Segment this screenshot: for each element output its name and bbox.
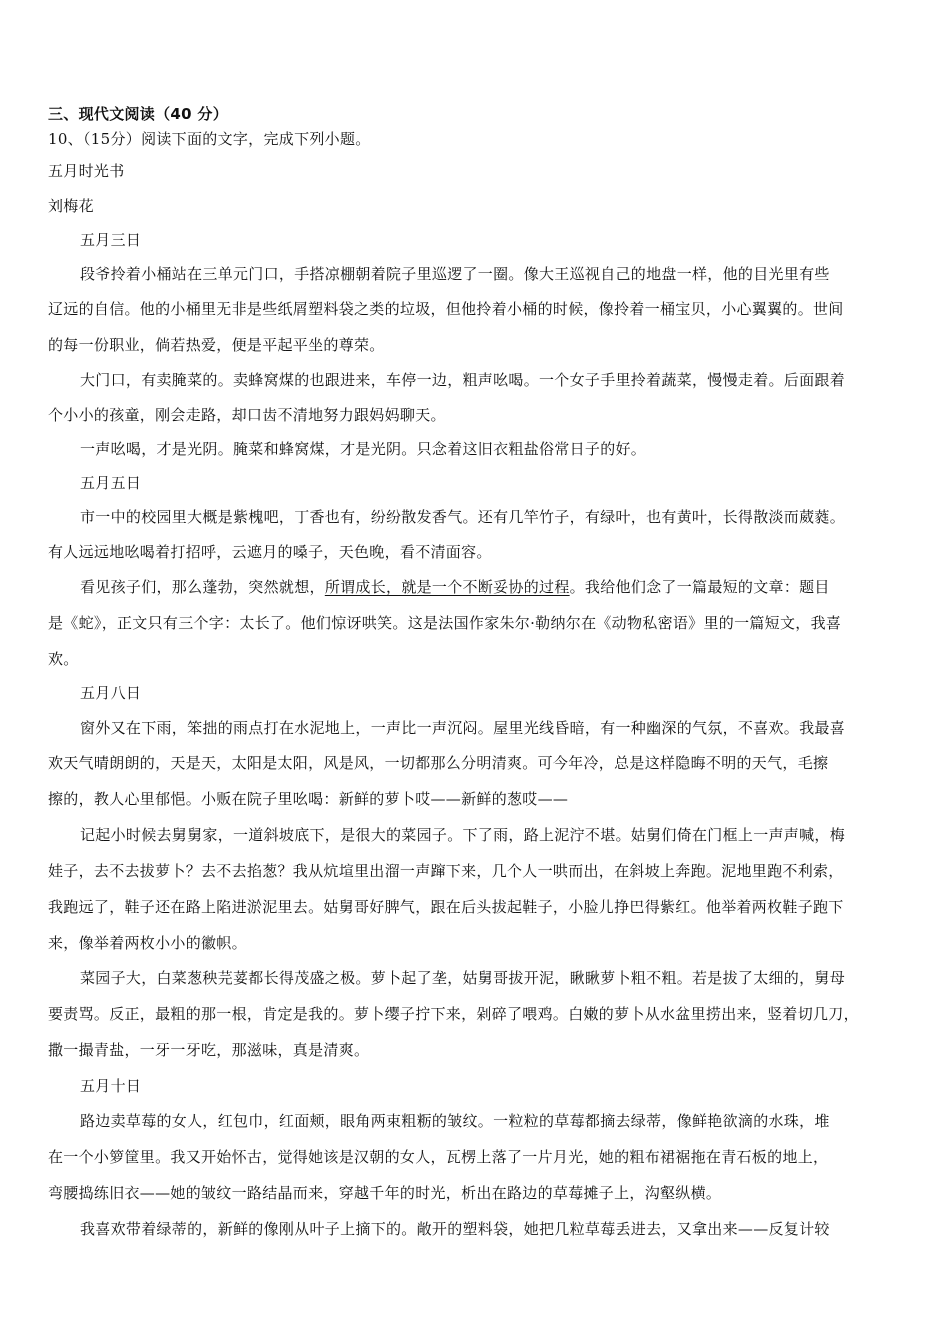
- date-heading: 五月八日: [80, 684, 142, 702]
- paragraph-line: 的每一份职业，倘若热爱，便是平起平坐的尊荣。: [48, 336, 385, 354]
- paragraph-line: 段爷拎着小桶站在三单元门口，手搭凉棚朝着院子里巡逻了一圈。像大王巡视自己的地盘一样，他的目光里有些: [80, 265, 830, 283]
- sentence-text: 看见孩子们，那么蓬勃，突然就想，: [80, 578, 325, 596]
- sentence-text: 。我给他们念了一篇最短的文章：题目: [569, 578, 830, 596]
- article-title: 五月时光书: [48, 162, 125, 180]
- paragraph-line: 我跑远了，鞋子还在路上陷进淤泥里去。姑舅哥好脾气，跟在后头拔起鞋子，小脸儿挣巴得紫红。他举着两枚鞋子跑下: [48, 898, 844, 916]
- paragraph-line: 弯腰捣练旧衣——她的皱纹一路结晶而来，穿越千年的时光，析出在路边的草莓摊子上，沟壑纵横。: [48, 1184, 722, 1202]
- paragraph-line: 欢。: [48, 650, 79, 668]
- paragraph-line: 一声吆喝，才是光阴。腌菜和蜂窝煤，才是光阴。只念着这旧衣粗盐俗常日子的好。: [80, 440, 647, 458]
- paragraph-line: 有人远远地吆喝着打招呼，云遮月的嗓子，天色晚，看不清面容。: [48, 543, 492, 561]
- paragraph-line: 记起小时候去舅舅家，一道斜坡底下，是很大的菜园子。下了雨，路上泥泞不堪。姑舅们倚在门框上一声声喊，梅: [80, 826, 846, 844]
- paragraph-line: 个小小的孩童，刚会走路，却口齿不清地努力跟妈妈聊天。: [48, 406, 446, 424]
- date-heading: 五月三日: [80, 231, 142, 249]
- paragraph-line: 我喜欢带着绿蒂的，新鲜的像刚从叶子上摘下的。敞开的塑料袋，她把几粒草莓丢进去，又拿出来——反复计较: [80, 1220, 830, 1238]
- paragraph-line: 是《蛇》，正文只有三个字：太长了。他们惊讶哄笑。这是法国作家朱尔·勒纳尔在《动物私密语》里的一篇短文，我喜: [48, 614, 842, 632]
- paragraph-line: 在一个小箩筐里。我又开始怀古，觉得她该是汉朝的女人，瓦楞上落了一片月光，她的粗布裙裾拖在青石板的地上，: [48, 1148, 829, 1166]
- paragraph-line: [80, 577, 830, 597]
- paragraph-line: 来，像举着两枚小小的徽帜。: [48, 934, 247, 952]
- paragraph-line: 大门口，有卖腌菜的。卖蜂窝煤的也跟进来，车停一边，粗声吆喝。一个女子手里拎着蔬菜，慢慢走着。后面跟着: [80, 371, 846, 389]
- underlined-sentence: 所谓成长，就是一个不断妥协的过程: [324, 578, 570, 596]
- paragraph-line: 辽远的自信。他的小桶里无非是些纸屑塑料袋之类的垃圾，但他拎着小桶的时候，像拎着一桶宝贝，小心翼翼的。世间: [48, 300, 844, 318]
- paragraph-line: 菜园子大，白菜葱秧芫荽都长得茂盛之极。萝卜起了垄，姑舅哥拔开泥，瞅瞅萝卜粗不粗。若是拔了太细的，舅母: [80, 969, 846, 987]
- date-heading: 五月五日: [80, 474, 142, 492]
- paragraph-line: 撒一撮青盐，一牙一牙吃，那滋味，真是清爽。: [48, 1041, 370, 1059]
- paragraph-line: 欢天气晴朗朗的，天是天，太阳是太阳，风是风，一切都那么分明清爽。可今年冷，总是这样隐晦不明的天气，毛擦: [48, 754, 829, 772]
- section-heading: 三、现代文阅读（40 分）: [48, 105, 228, 123]
- paragraph-line: 娃子，去不去拔萝卜？去不去掐葱？我从炕塇里出溜一声蹿下来，几个人一哄而出，在斜坡上奔跑。泥地里跑不利索，: [48, 862, 844, 880]
- question-intro: 10、（15分）阅读下面的文字，完成下列小题。: [48, 130, 371, 148]
- paragraph-line: 窗外又在下雨，笨拙的雨点打在水泥地上，一声比一声沉闷。屋里光线昏暗，有一种幽深的气氛，不喜欢。我最喜: [80, 719, 846, 737]
- date-heading: 五月十日: [80, 1077, 142, 1095]
- paragraph-line: 要责骂。反正，最粗的那一根，肯定是我的。萝卜缨子拧下来，剁碎了喂鸡。白嫩的萝卜从水盆里捞出来，竖着切几刀，: [48, 1005, 859, 1023]
- author-name: 刘梅花: [48, 197, 94, 215]
- paragraph-line: 路边卖草莓的女人，红包巾，红面颊，眼角两束粗粝的皱纹。一粒粒的草莓都摘去绿蒂，像鲜艳欲滴的水珠，堆: [80, 1112, 830, 1130]
- paragraph-line: 市一中的校园里大概是紫槐吧，丁香也有，纷纷散发香气。还有几竿竹子，有绿叶，也有黄叶，长得散淡而葳蕤。: [80, 508, 846, 526]
- paragraph-line: 擦的，教人心里郁悒。小贩在院子里吆喝：新鲜的萝卜哎——新鲜的葱哎——: [48, 790, 569, 808]
